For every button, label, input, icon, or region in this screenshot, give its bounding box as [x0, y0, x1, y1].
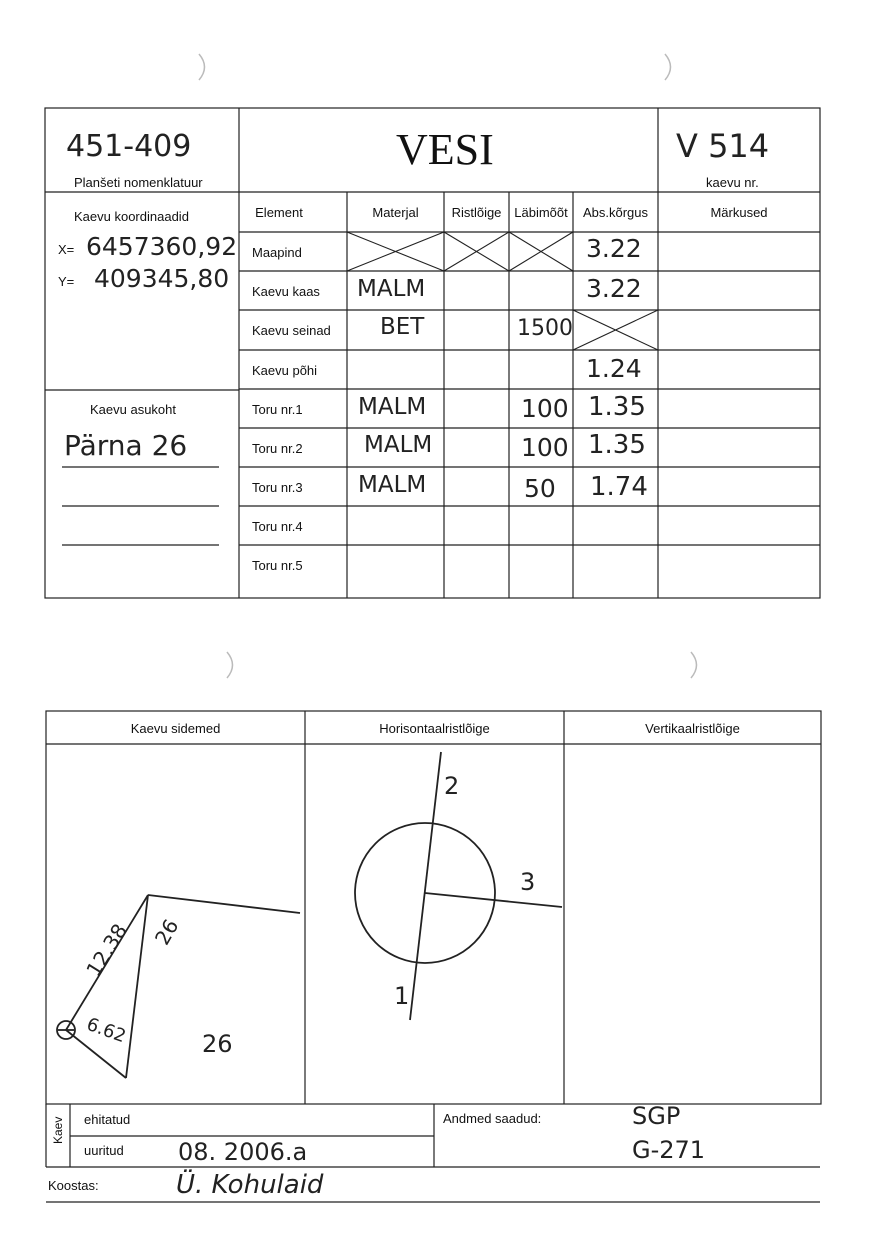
abs-value: 1.35: [588, 430, 646, 460]
materjal-value: MALM: [364, 432, 433, 458]
row-element-label: Toru nr.3: [252, 480, 303, 495]
labimoot-value: 1500: [517, 316, 573, 341]
kaev-label: Kaev: [51, 1116, 65, 1144]
header-abs-korgus: Abs.kõrgus: [582, 205, 649, 220]
header-kaevu-sidemed: Kaevu sidemed: [130, 721, 221, 736]
location-value: Pärna 26: [64, 429, 188, 462]
data-received-value: G-271: [632, 1136, 706, 1164]
abs-value: 1.35: [588, 392, 646, 422]
dimension-label: 12.38: [81, 919, 132, 981]
labimoot-value: 100: [521, 394, 569, 423]
y-label: Y=: [58, 274, 75, 289]
row-element-label: Toru nr.4: [252, 519, 303, 534]
labimoot-value: 100: [521, 433, 569, 462]
surveyed-label: uuritud: [84, 1143, 124, 1158]
x-label: X=: [58, 242, 75, 257]
labimoot-value: 50: [524, 474, 556, 503]
row-element-label: Toru nr.5: [252, 558, 303, 573]
header-markused: Märkused: [710, 205, 768, 220]
house-number-label: 26: [149, 914, 184, 950]
link-sketch: [57, 895, 300, 1078]
abs-value: 3.22: [586, 234, 642, 263]
well-number-value: V 514: [676, 127, 770, 165]
page-title: VESI: [396, 125, 494, 174]
x-value: 6457360,92: [86, 232, 238, 261]
header-ristloige: Ristlõige: [451, 205, 502, 220]
pipe-label-2: 2: [444, 772, 460, 800]
materjal-value: MALM: [358, 472, 427, 498]
row-element-label: Kaevu põhi: [252, 363, 318, 378]
row-element-label: Maapind: [252, 245, 302, 260]
header-materjal: Materjal: [372, 205, 419, 220]
coordinates-label: Kaevu koordinaadid: [74, 209, 189, 224]
materjal-value: BET: [380, 314, 425, 340]
well-number-label: kaevu nr.: [706, 175, 759, 190]
surveyed-value: 08. 2006.a: [178, 1138, 308, 1166]
abs-value: 1.24: [586, 354, 642, 383]
row-element-label: Toru nr.2: [252, 441, 303, 456]
row-element-label: Toru nr.1: [252, 402, 303, 417]
built-label: ehitatud: [84, 1112, 131, 1127]
pipe-label-1: 1: [394, 982, 410, 1010]
abs-value: 3.22: [586, 274, 642, 303]
row-element-label: Kaevu kaas: [252, 284, 320, 299]
y-value: 409345,80: [94, 264, 230, 293]
address-mark: 26: [202, 1030, 233, 1058]
abs-value: 1.74: [590, 472, 648, 502]
nomenclature-label: Planšeti nomenklatuur: [74, 175, 203, 190]
location-label: Kaevu asukoht: [90, 402, 177, 417]
materjal-value: MALM: [358, 394, 427, 420]
compiled-label: Koostas:: [48, 1178, 99, 1193]
header-horisontaalristloige: Horisontaalristlõige: [379, 721, 490, 736]
dimension-label: 6.62: [83, 1013, 129, 1048]
data-received-label: Andmed saadud:: [443, 1111, 542, 1126]
header-element: Element: [255, 205, 303, 220]
nomenclature-value: 451-409: [66, 129, 192, 164]
header-vertikaalristloige: Vertikaalristlõige: [645, 721, 740, 736]
pipe-label-3: 3: [520, 868, 536, 896]
row-element-label: Kaevu seinad: [252, 323, 331, 338]
header-labimoot: Läbimõõt: [514, 205, 568, 220]
data-received-value: SGP: [632, 1102, 681, 1130]
compiled-value: Ü. Kohulaid: [176, 1170, 324, 1200]
materjal-value: MALM: [357, 276, 426, 302]
